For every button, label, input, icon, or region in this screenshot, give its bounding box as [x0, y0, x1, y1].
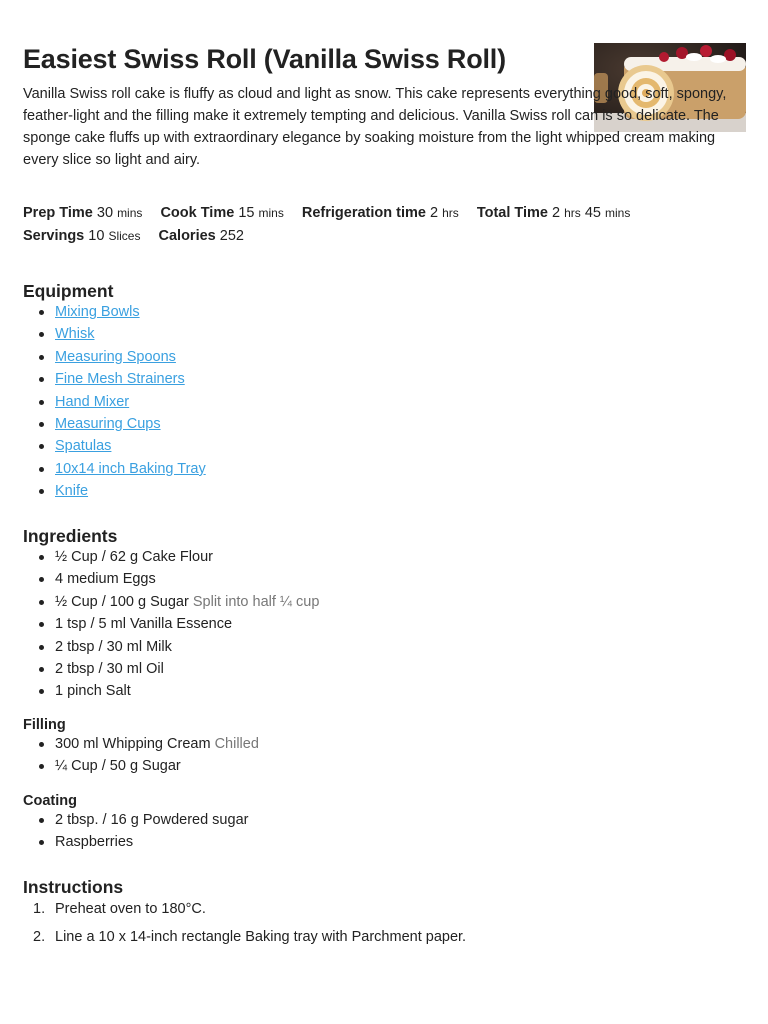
ingredient-item: 1 pinch Salt — [23, 680, 723, 702]
recipe-title: Easiest Swiss Roll (Vanilla Swiss Roll) — [23, 44, 506, 74]
equipment-link-baking-tray[interactable]: 10x14 inch Baking Tray — [55, 460, 206, 477]
recipe-meta — [23, 202, 644, 248]
equipment-link-knife[interactable]: Knife — [55, 483, 89, 500]
ingredient-note: Chilled — [214, 736, 259, 752]
ingredient-item: 4 medium Eggs — [23, 568, 723, 590]
coating-list — [23, 809, 723, 854]
ingredient-item: Raspberries — [23, 831, 723, 853]
ingredients-list — [23, 546, 723, 703]
list-item — [23, 323, 723, 345]
equipment-link-hand-mixer[interactable]: Hand Mixer — [55, 393, 130, 410]
refrigeration-time: Refrigeration time 2 hrs — [301, 205, 459, 221]
list-item — [23, 413, 723, 435]
filling-list — [23, 733, 723, 778]
ingredient-item: 300 ml Whipping Cream Chilled — [23, 733, 723, 755]
prep-time: Prep Time 30 mins — [23, 205, 143, 221]
list-item — [23, 391, 723, 413]
equipment-link-measuring-cups[interactable]: Measuring Cups — [55, 415, 161, 432]
cook-time: Cook Time 15 mins — [160, 205, 284, 221]
filling-heading: Filling — [23, 717, 66, 733]
equipment-heading: Equipment — [23, 281, 114, 301]
ingredient-item: 2 tbsp / 30 ml Oil — [23, 658, 723, 680]
equipment-link-fine-mesh-strainers[interactable]: Fine Mesh Strainers — [55, 371, 185, 388]
calories: Calories 252 — [158, 228, 244, 244]
ingredients-heading: Ingredients — [23, 526, 118, 546]
coating-heading: Coating — [23, 793, 77, 809]
list-item — [23, 301, 723, 323]
equipment-list — [23, 301, 723, 503]
list-item — [23, 435, 723, 457]
equipment-link-measuring-spoons[interactable]: Measuring Spoons — [55, 348, 176, 365]
instruction-step: 1. Preheat oven to 180°C. — [23, 898, 723, 926]
recipe-summary: Vanilla Swiss roll cake is fluffy as cloud and light as snow. This cake represents everything good, soft, spongy, feather-light and the filling make it extremely tempting and delicious. Vanilla Swiss roll can is so delicate. The sponge cake fluffs up with extraordinary elegance by soaking moisture from the light whipped cream making every slice so light and airy. — [23, 86, 727, 168]
equipment-link-mixing-bowls[interactable]: Mixing Bowls — [55, 304, 140, 320]
equipment-link-spatulas[interactable]: Spatulas — [55, 438, 112, 455]
instruction-step: 2. Line a 10 x 14-inch rectangle Baking tray with Parchment paper. — [23, 926, 723, 954]
instructions-heading: Instructions — [23, 877, 124, 897]
ingredient-item: ½ Cup / 62 g Cake Flour — [23, 546, 723, 568]
servings: Servings 10 Slices — [23, 228, 141, 244]
instructions-list — [23, 898, 723, 954]
ingredient-item: 1 tsp / 5 ml Vanilla Essence — [23, 613, 723, 635]
ingredient-item: ½ Cup / 100 g Sugar Split into half ¼ cup — [23, 591, 723, 613]
list-item — [23, 346, 723, 368]
ingredient-item: 2 tbsp. / 16 g Powdered sugar — [23, 809, 723, 831]
step-number: 2. — [33, 929, 46, 945]
ingredient-item: 2 tbsp / 30 ml Milk — [23, 636, 723, 658]
equipment-link-whisk[interactable]: Whisk — [55, 326, 95, 343]
total-time: Total Time 2 hrs 45 mins — [476, 205, 631, 221]
list-item — [23, 480, 723, 502]
list-item — [23, 458, 723, 480]
ingredient-note: Split into half ¼ cup — [192, 593, 320, 610]
ingredient-item: ¼ Cup / 50 g Sugar — [23, 755, 723, 777]
list-item — [23, 368, 723, 390]
step-number: 1. — [33, 901, 46, 917]
